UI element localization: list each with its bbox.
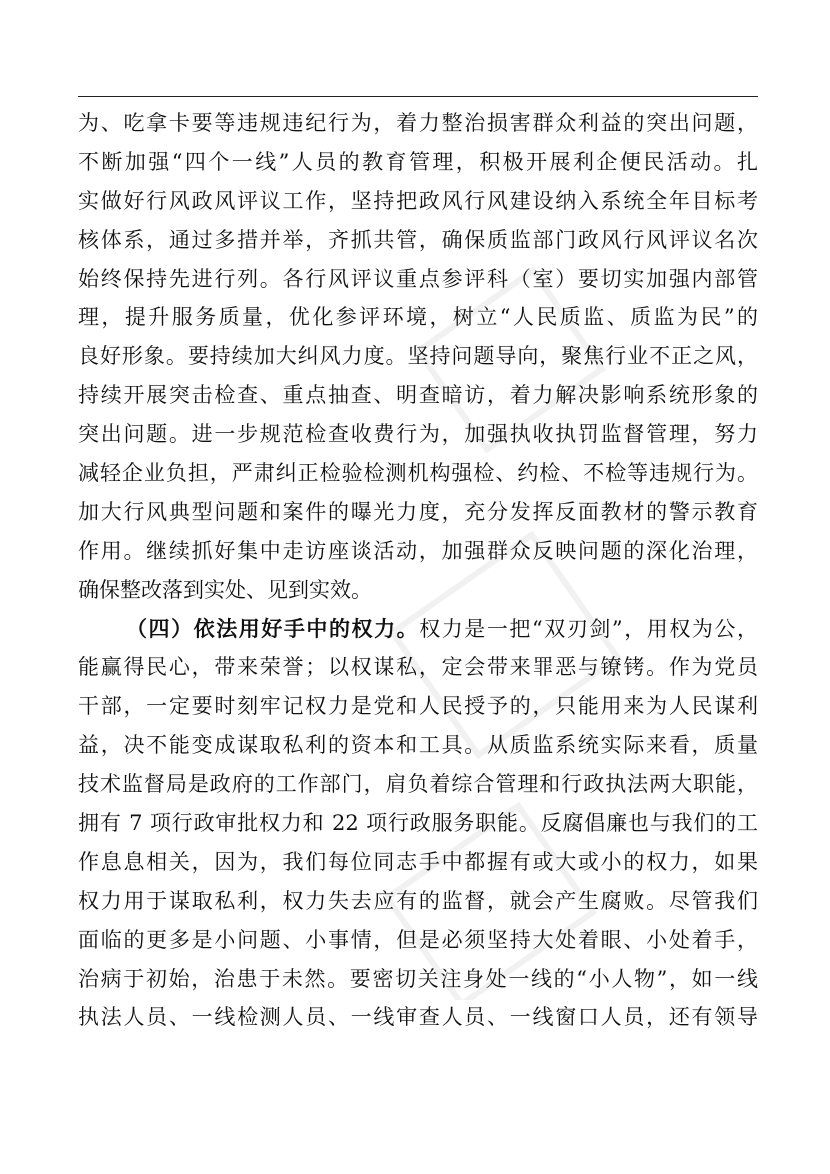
- section-heading: （四）依法用好手中的权力。: [126, 615, 420, 641]
- text-line: 干部，一定要时刻牢记权力是党和人民授予的，只能用来为人民谋利: [78, 694, 758, 719]
- text-line: 治病于初始，治患于未然。要密切关注身处一线的“小人物”，如一线: [78, 966, 758, 991]
- text-run: 权力是一把“双刃剑”，用权为公，: [419, 616, 758, 641]
- text-line: 核体系，通过多措并举，齐抓共管，确保质监部门政风行风评议名次: [78, 227, 758, 252]
- text-line: 减轻企业负担，严肃纠正检验检测机构强检、约检、不检等违规行为。: [78, 461, 758, 486]
- text-line: 面临的更多是小问题、小事情，但是必须坚持大处着眼、小处着手，: [78, 927, 758, 952]
- text-line: 拥有 7 项行政审批权力和 22 项行政服务职能。反腐倡廉也与我们的工: [78, 811, 758, 836]
- paragraph-2: [78, 610, 758, 1038]
- text-line: 能赢得民心，带来荣誉；以权谋私，定会带来罪恶与镣铐。作为党员: [78, 655, 758, 680]
- text-line: 为、吃拿卡要等违规违纪行为，着力整治损害群众利益的突出问题，: [78, 111, 758, 135]
- text-line: 权力用于谋取私利，权力失去应有的监督，就会产生腐败。尽管我们: [78, 888, 758, 913]
- text-line-first: [78, 610, 758, 649]
- text-line: 作用。继续抓好集中走访座谈活动，加强群众反映问题的深化治理，: [78, 538, 758, 563]
- text-line: 确保整改落到实处、见到实效。: [78, 577, 372, 602]
- text-line: 持续开展突击检查、重点抽查、明查暗访，着力解决影响系统形象的: [78, 383, 758, 408]
- text-line: 理，提升服务质量，优化参评环境，树立“人民质监、质监为民”的: [78, 305, 758, 330]
- text-line: 始终保持先进行列。各行风评议重点参评科（室）要切实加强内部管: [78, 266, 758, 291]
- text-line: 技术监督局是政府的工作部门，肩负着综合管理和行政执法两大职能，: [78, 772, 758, 797]
- text-line: 突出问题。进一步规范检查收费行为，加强执收执罚监督管理，努力: [78, 422, 758, 447]
- text-line: 实做好行风政风评议工作，坚持把政风行风建设纳入系统全年目标考: [78, 188, 758, 213]
- text-line: 益，决不能变成谋取私利的资本和工具。从质监系统实际来看，质量: [78, 733, 758, 758]
- paragraph-1: [78, 104, 758, 610]
- text-line: 作息息相关，因为，我们每位同志手中都握有或大或小的权力，如果: [78, 849, 758, 874]
- text-line: 执法人员、一线检测人员、一线审查人员、一线窗口人员，还有领导: [78, 1005, 758, 1030]
- body-text: [78, 104, 758, 1037]
- text-line: 加大行风典型问题和案件的曝光力度，充分发挥反面教材的警示教育: [78, 499, 758, 524]
- text-line: 不断加强“四个一线”人员的教育管理，积极开展利企便民活动。扎: [78, 149, 758, 174]
- text-line: 良好形象。要持续加大纠风力度。坚持问题导向，聚焦行业不正之风，: [78, 344, 758, 369]
- header-rule: [78, 96, 758, 97]
